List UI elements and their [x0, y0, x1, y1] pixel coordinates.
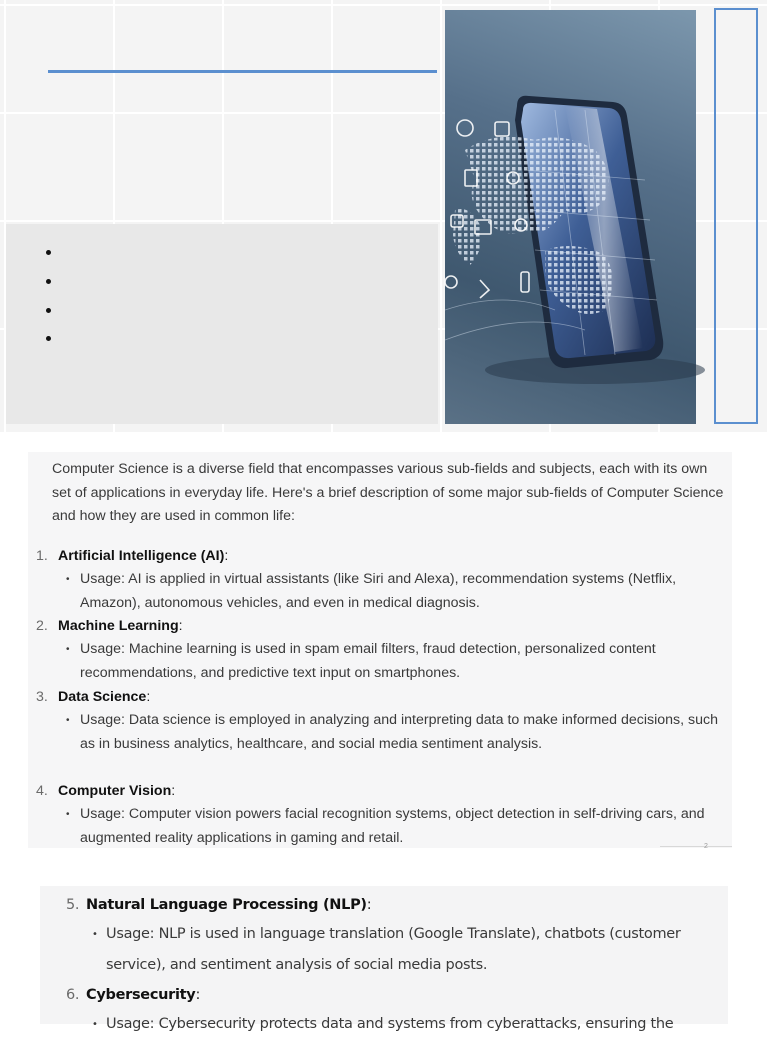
bullet-point	[46, 336, 51, 341]
list-item-usage: • Usage: Data science is employed in analyzing and interpreting data to make informed decisions, such as in business analytics, healthcare, and social media sentiment analysis.	[66, 712, 719, 752]
list-item-usage: • Usage: Computer vision powers facial recognition systems, object detection in self-driving cars, and augmented reality applications in gaming and retail.	[66, 806, 705, 846]
list-item-usage: • Usage: Machine learning is used in spam email filters, fraud detection, personalized content recommendations, and predictive text input on smartphones.	[66, 641, 656, 681]
bullet-point	[46, 250, 51, 255]
subfields-slide	[28, 452, 732, 848]
bullet-point	[46, 308, 51, 313]
list-item-heading: 4. Computer Vision:	[36, 783, 176, 799]
title-slide	[0, 0, 768, 432]
subfields-slide-continued	[40, 886, 728, 1032]
smartphone-world-map-image	[445, 10, 696, 424]
list-item-heading: 1. Artificial Intelligence (AI):	[36, 548, 229, 564]
bullet-point	[46, 279, 51, 284]
list-item-usage: • Usage: Cybersecurity protects data and systems from cyberattacks, ensuring the	[92, 1016, 674, 1032]
page-number: 2	[704, 843, 708, 850]
bullet-panel	[6, 224, 438, 424]
list-item-heading: 3. Data Science:	[36, 689, 151, 705]
list-item-heading: 5. Natural Language Processing (NLP):	[66, 897, 372, 913]
page-footer-rule	[660, 846, 732, 847]
list-item-usage: • Usage: NLP is used in language translation (Google Translate), chatbots (customer service), and sentiment analysis of social media posts.	[92, 926, 681, 973]
intro-paragraph: Computer Science is a diverse field that encompasses various sub-fields and subjects, each with its own set of applications in everyday life. Here's a brief description of some major sub-fields of Computer Science and how they are used in common life:	[52, 461, 724, 524]
list-item-heading: 6. Cybersecurity:	[66, 987, 201, 1003]
list-item-usage: • Usage: AI is applied in virtual assistants (like Siri and Alexa), recommendation systems (Netflix, Amazon), autonomous vehicles, and even in medical diagnosis.	[66, 571, 677, 611]
title-underline	[48, 70, 437, 73]
decorative-frame	[714, 8, 758, 424]
list-item-heading: 2. Machine Learning:	[36, 618, 183, 634]
